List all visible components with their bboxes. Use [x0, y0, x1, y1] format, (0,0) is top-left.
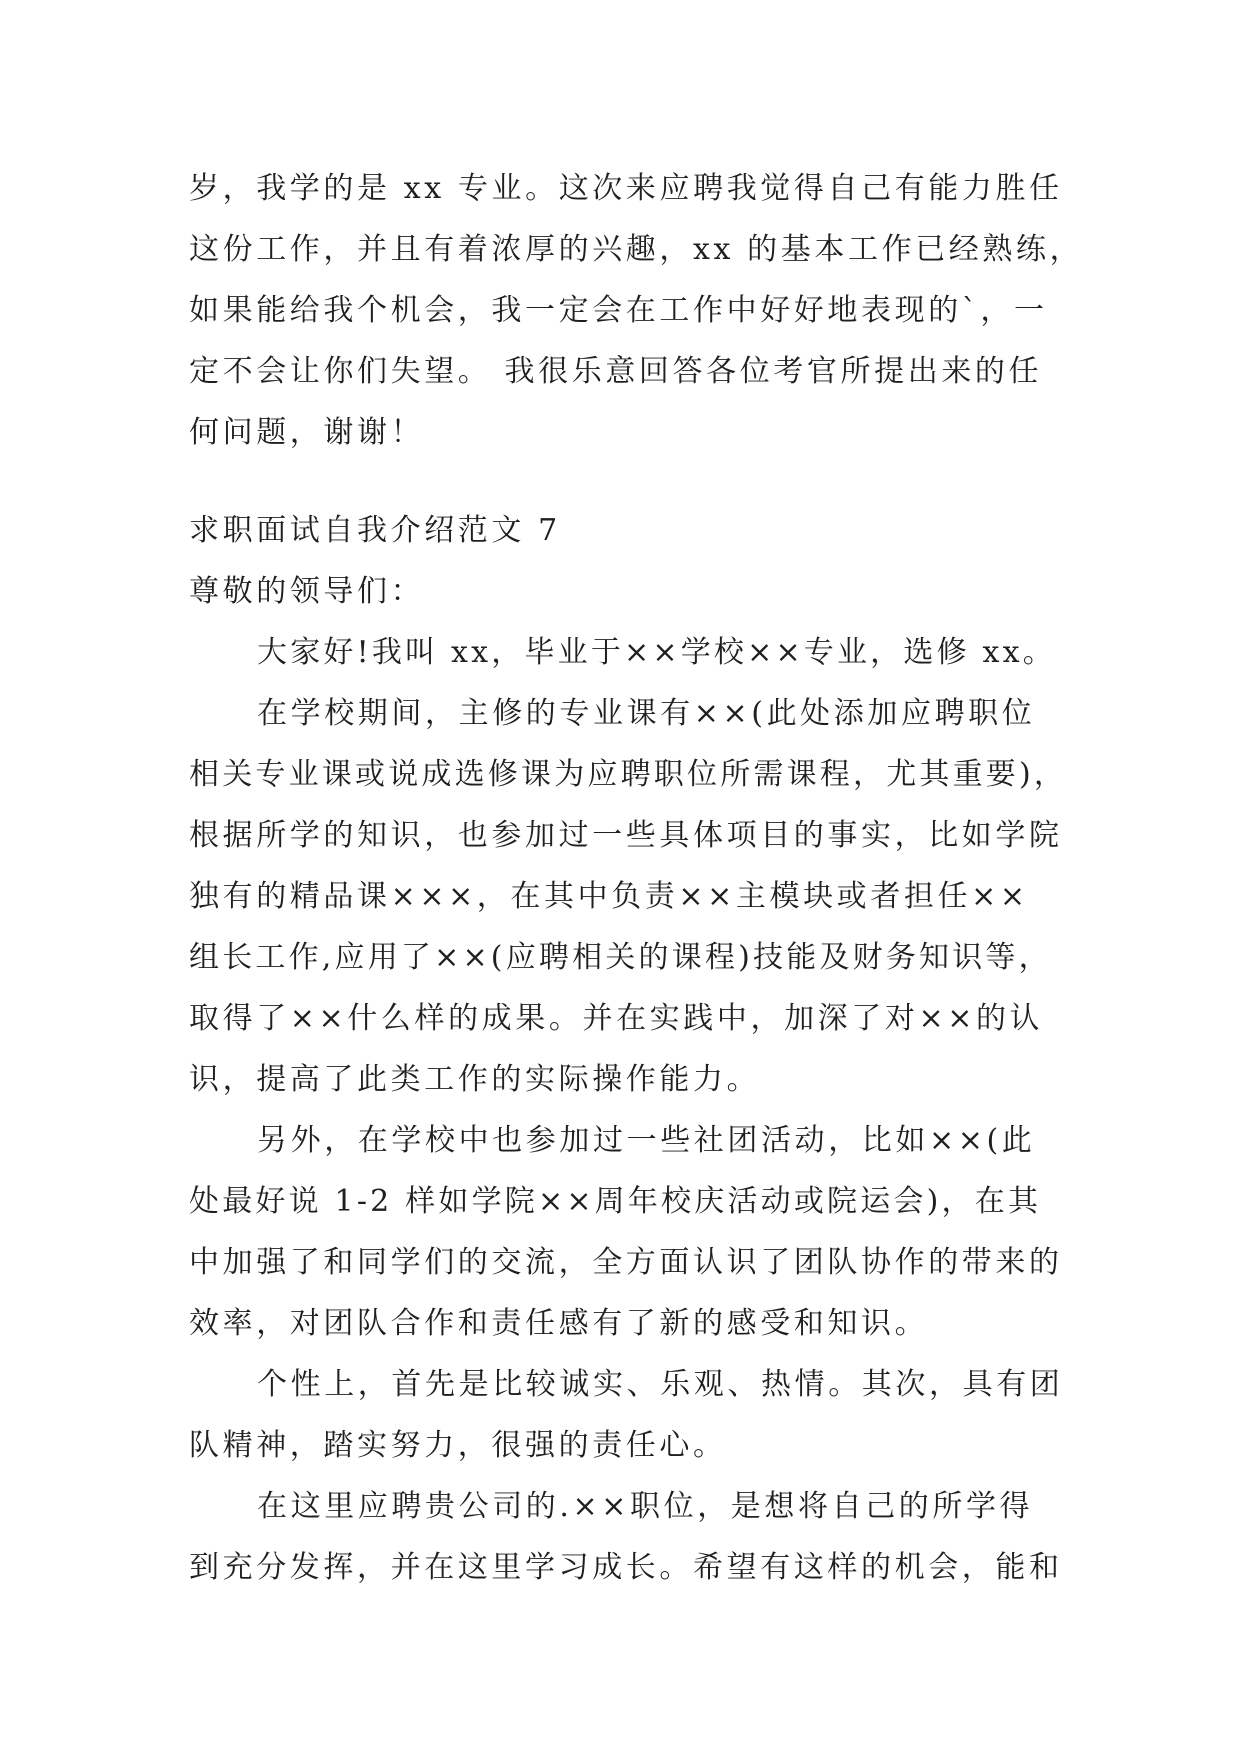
- text-line: 这份工作，并且有着浓厚的兴趣，xx 的基本工作已经熟练，: [189, 232, 1084, 267]
- text-line: 个性上，首先是比较诚实、乐观、热情。其次，具有团: [257, 1367, 1064, 1402]
- text-line: 另外，在学校中也参加过一些社团活动，比如××(此: [257, 1123, 1036, 1158]
- paragraph-activities: [189, 1110, 1063, 1354]
- text-line: 中加强了和同学们的交流，全方面认识了团队协作的带来的: [189, 1245, 1063, 1280]
- paragraph-education: [189, 683, 1068, 1110]
- text-line: 在学校期间，主修的专业课有××(此处添加应聘职位: [257, 696, 1036, 731]
- text-line: 大家好!我叫 xx，毕业于××学校××专业，选修 xx。: [257, 635, 1056, 670]
- text-line: 根据所学的知识，也参加过一些具体项目的事实，比如学院: [189, 818, 1063, 853]
- text-line: 如果能给我个机会，我一定会在工作中好好地表现的`，一: [189, 293, 1048, 328]
- document-page: [189, 158, 1084, 1598]
- paragraph-goal: [189, 1476, 1063, 1598]
- text-line: 处最好说 1-2 样如学院××周年校庆活动或院运会)，在其: [189, 1184, 1042, 1219]
- salutation: 尊敬的领导们：: [189, 574, 425, 609]
- text-line: 相关专业课或说成选修课为应聘职位所需课程，尤其重要)，: [189, 757, 1068, 792]
- text-line: 何问题，谢谢！: [189, 415, 425, 450]
- text-line: 队精神，踏实努力，很强的责任心。: [189, 1428, 727, 1463]
- text-line: 岁，我学的是 xx 专业。这次来应聘我觉得自己有能力胜任: [189, 171, 1063, 206]
- previous-section-text: [189, 158, 1084, 463]
- text-line: 到充分发挥，并在这里学习成长。希望有这样的机会，能和: [189, 1550, 1063, 1585]
- text-line: 在这里应聘贵公司的.××职位，是想将自己的所学得: [257, 1489, 1034, 1524]
- text-line: 定不会让你们失望。 我很乐意回答各位考官所提出来的任: [189, 354, 1043, 389]
- text-line: 组长工作,应用了××(应聘相关的课程)技能及财务知识等，: [189, 940, 1052, 975]
- section-title: 求职面试自我介绍范文 7: [189, 513, 561, 548]
- paragraph-personality: [189, 1354, 1064, 1476]
- text-line: 取得了××什么样的成果。并在实践中，加深了对××的认: [189, 1001, 1044, 1036]
- text-line: 识，提高了此类工作的实际操作能力。: [189, 1062, 761, 1097]
- paragraph-greeting: [189, 622, 1059, 683]
- section-gap: [189, 463, 1059, 500]
- text-line: 效率，对团队合作和责任感有了新的感受和知识。: [189, 1306, 929, 1341]
- text-line: 独有的精品课×××，在其中负责××主模块或者担任××: [189, 879, 1029, 914]
